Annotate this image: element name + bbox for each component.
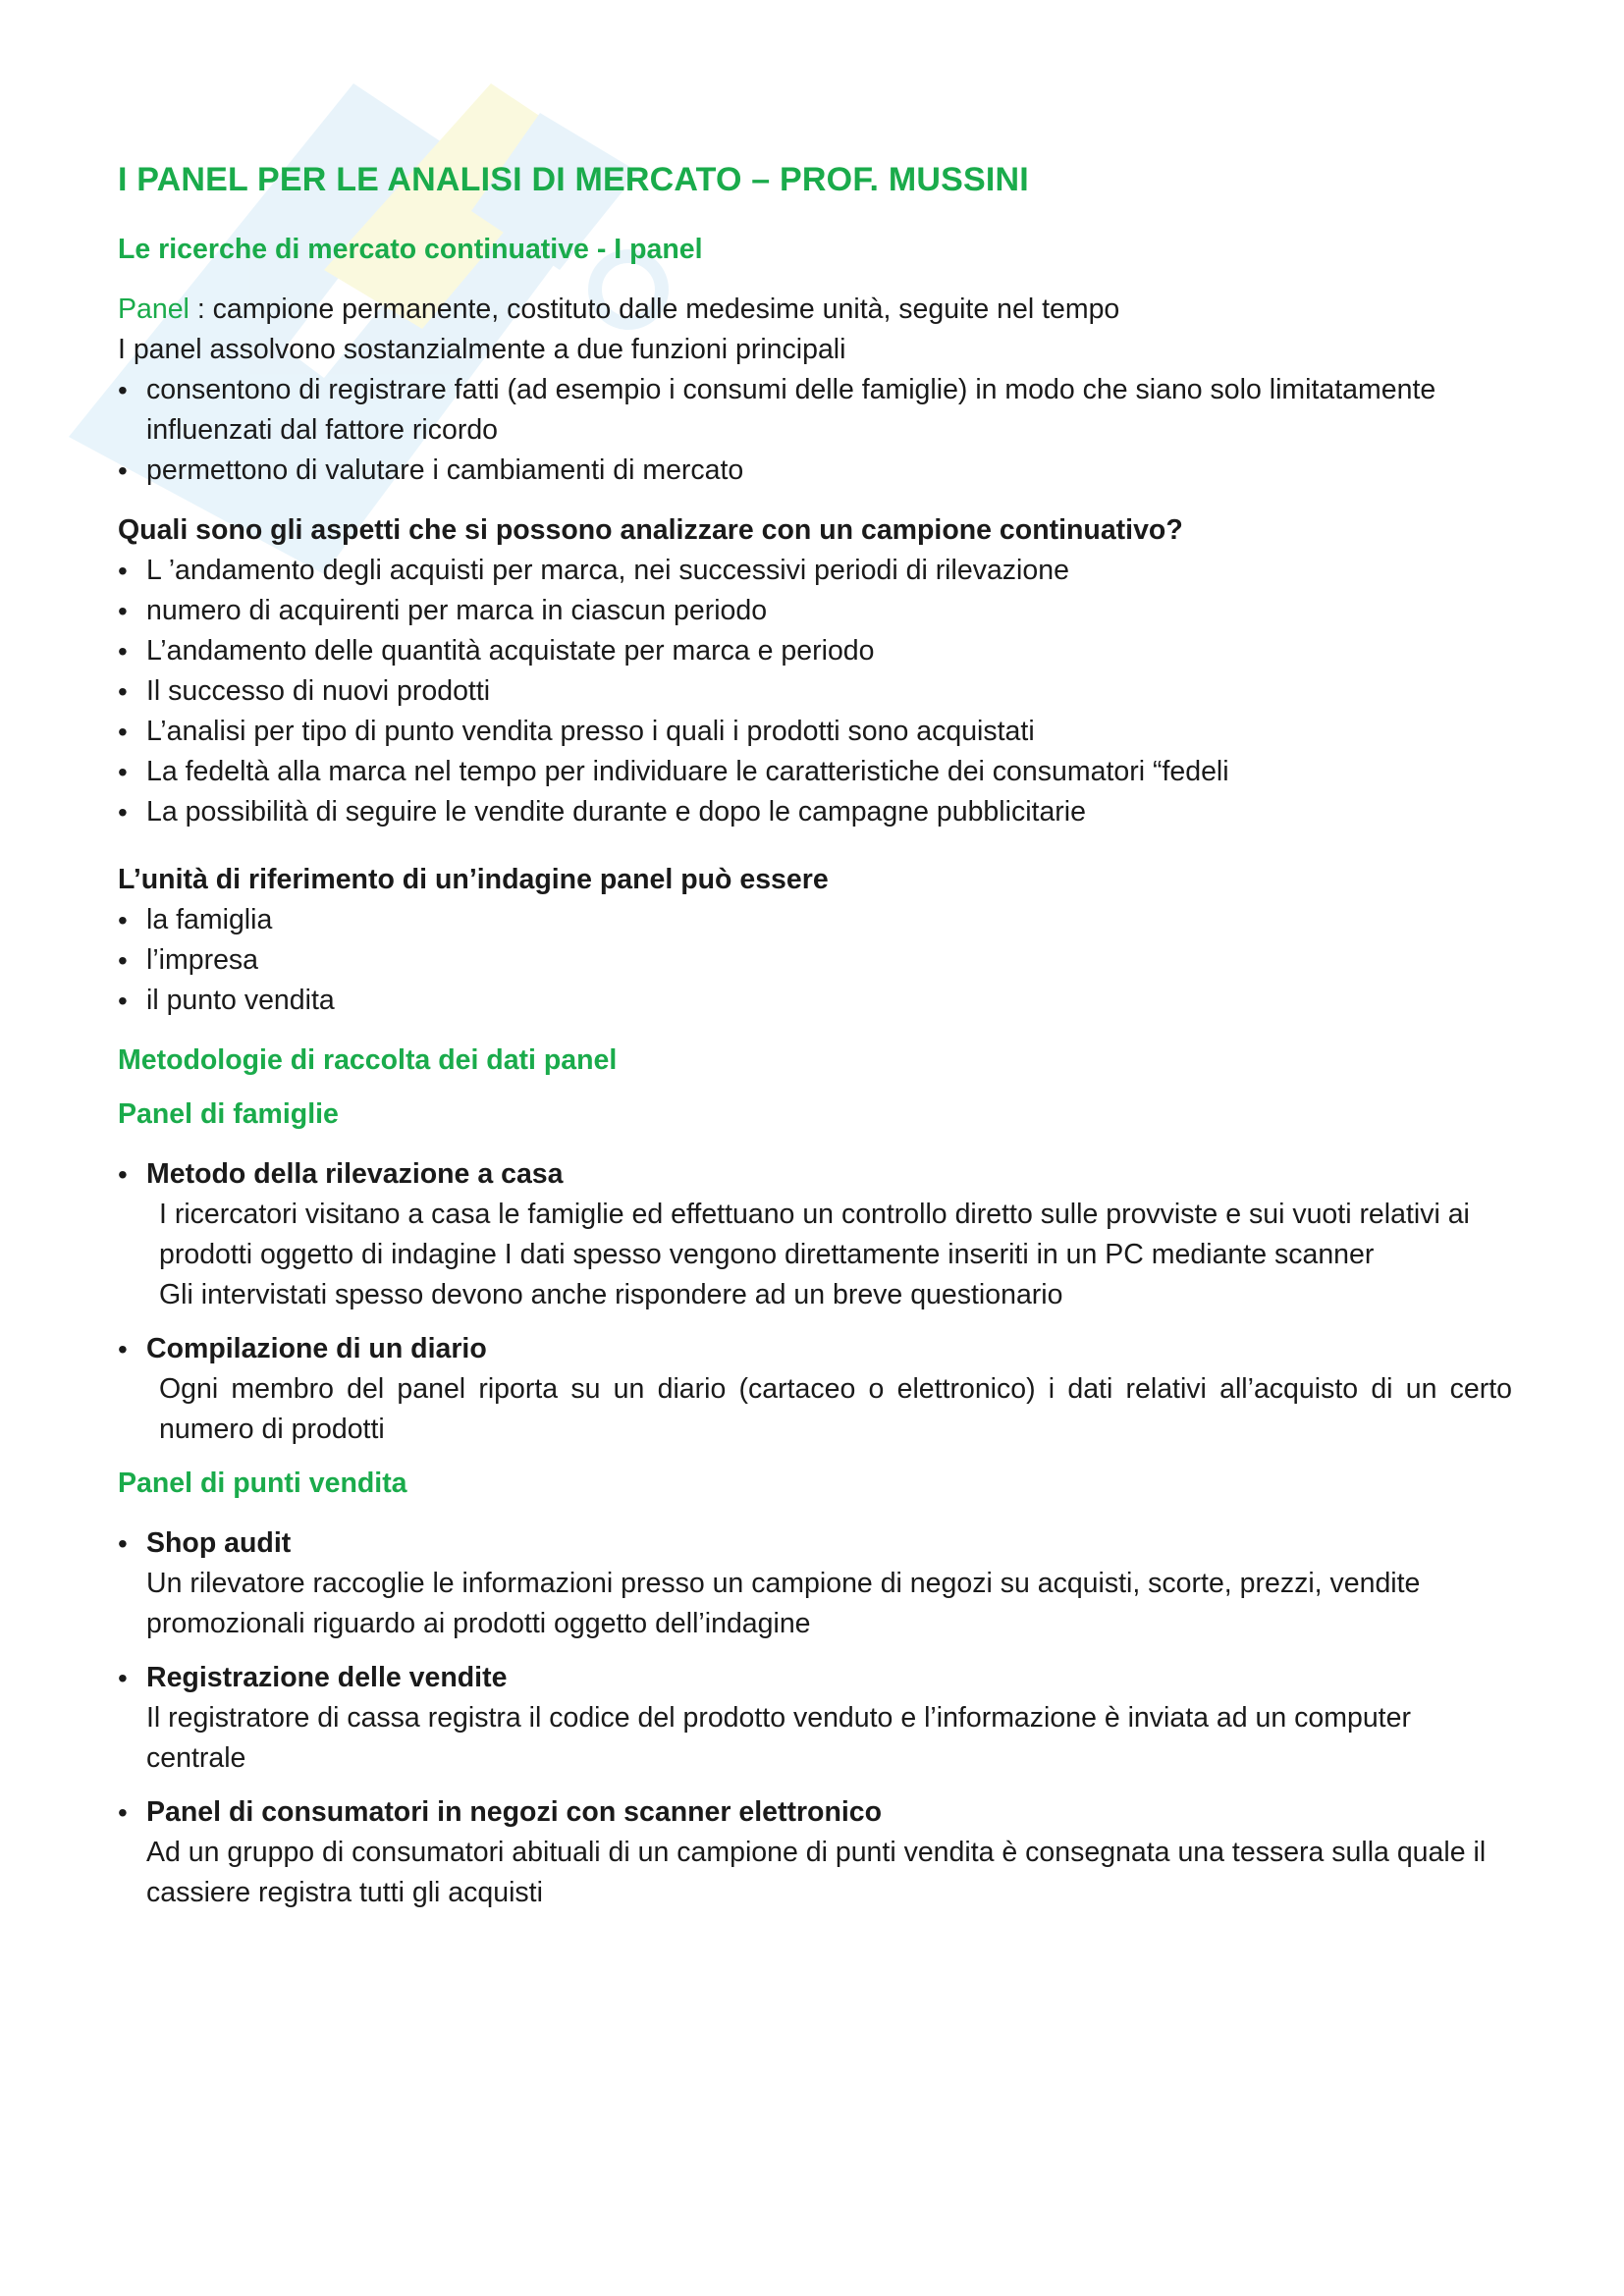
method-text: Un rilevatore raccoglie le informazioni presso un campione di negozi su acquisti, scorte, prezzi, vendite promozionali riguardo ai prodotti oggetto dell’indagine [146, 1568, 1421, 1639]
stores-methods-2 [118, 1658, 1512, 1698]
document-title: I PANEL PER LE ANALISI DI MERCATO – PROF. MUSSINI [118, 161, 1029, 198]
methodologies-heading: Metodologie di raccolta dei dati panel [118, 1044, 618, 1076]
list-item: • L’andamento delle quantità acquistate per marca e periodo [118, 631, 1512, 671]
families-methods [118, 1154, 1512, 1195]
method-text: Ogni membro del panel riporta su un diario (cartaceo o elettronico) i dati relativi all’acquisto di un certo numero di prodotti [159, 1373, 1512, 1445]
method-description [118, 1195, 1512, 1315]
list-item: • permettono di valutare i cambiamenti di mercato [118, 451, 1512, 491]
list-item: • numero di acquirenti per marca in ciascun periodo [118, 591, 1512, 631]
panel-functions-list [118, 370, 1512, 491]
stores-heading: Panel di punti vendita [118, 1468, 407, 1499]
list-item: • Il successo di nuovi prodotti [118, 671, 1512, 712]
method-title: Panel di consumatori in negozi con scanner elettronico [146, 1796, 883, 1828]
method-item [118, 1329, 1512, 1369]
method-item [118, 1154, 1512, 1195]
families-heading: Panel di famiglie [118, 1098, 339, 1130]
method-description [118, 1369, 1512, 1450]
method-title: Registrazione delle vendite [146, 1662, 508, 1693]
panel-functions-intro: I panel assolvono sostanzialmente a due funzioni principali [118, 334, 846, 365]
method-text: I ricercatori visitano a casa le famiglie ed effettuano un controllo diretto sulle provviste e sui vuoti relativi ai prodotti oggetto di indagine I dati spesso vengono direttamente inseriti in un PC mediante scanner [159, 1199, 1470, 1270]
list-item: • La fedeltà alla marca nel tempo per individuare le caratteristiche dei consumatori “fedeli [118, 752, 1512, 792]
panel-definition-text: : campione permanente, costituto dalle medesime unità, seguite nel tempo [189, 294, 1120, 325]
unit-heading: L’unità di riferimento di un’indagine panel può essere [118, 864, 829, 895]
unit-list [118, 900, 1512, 1021]
list-item: • La possibilità di seguire le vendite durante e dopo le campagne pubblicitarie [118, 792, 1512, 832]
list-item: • la famiglia [118, 900, 1512, 940]
section-heading-continuative: Le ricerche di mercato continuative - I panel [118, 234, 703, 265]
list-item: • L ’andamento degli acquisti per marca, nei successivi periodi di rilevazione [118, 551, 1512, 591]
families-methods-2 [118, 1329, 1512, 1369]
method-text: Gli intervistati spesso devono anche rispondere ad un breve questionario [159, 1279, 1063, 1310]
method-text: Ad un gruppo di consumatori abituali di un campione di punti vendita è consegnata una tessera sulla quale il cassiere registra tutti gli acquisti [146, 1837, 1487, 1908]
method-title: Shop audit [146, 1527, 292, 1559]
list-item: • il punto vendita [118, 981, 1512, 1021]
stores-methods [118, 1523, 1512, 1564]
stores-methods-3 [118, 1792, 1512, 1833]
list-item: • l’impresa [118, 940, 1512, 981]
panel-term: Panel [118, 294, 189, 325]
method-text: Il registratore di cassa registra il codice del prodotto venduto e l’informazione è inviata ad un computer centrale [146, 1702, 1411, 1774]
method-item [118, 1792, 1512, 1833]
aspects-heading: Quali sono gli aspetti che si possono analizzare con un campione continuativo? [118, 514, 1183, 546]
method-item [118, 1523, 1512, 1564]
panel-definition [118, 290, 1512, 330]
method-title: Metodo della rilevazione a casa [146, 1158, 564, 1190]
method-item [118, 1658, 1512, 1698]
list-item: • consentono di registrare fatti (ad esempio i consumi delle famiglie) in modo che siano solo limitatamente influenzati dal fattore ricordo [118, 370, 1512, 451]
document-page [118, 157, 1512, 1913]
aspects-list [118, 551, 1512, 832]
list-item: • L’analisi per tipo di punto vendita presso i quali i prodotti sono acquistati [118, 712, 1512, 752]
method-title: Compilazione di un diario [146, 1333, 487, 1364]
